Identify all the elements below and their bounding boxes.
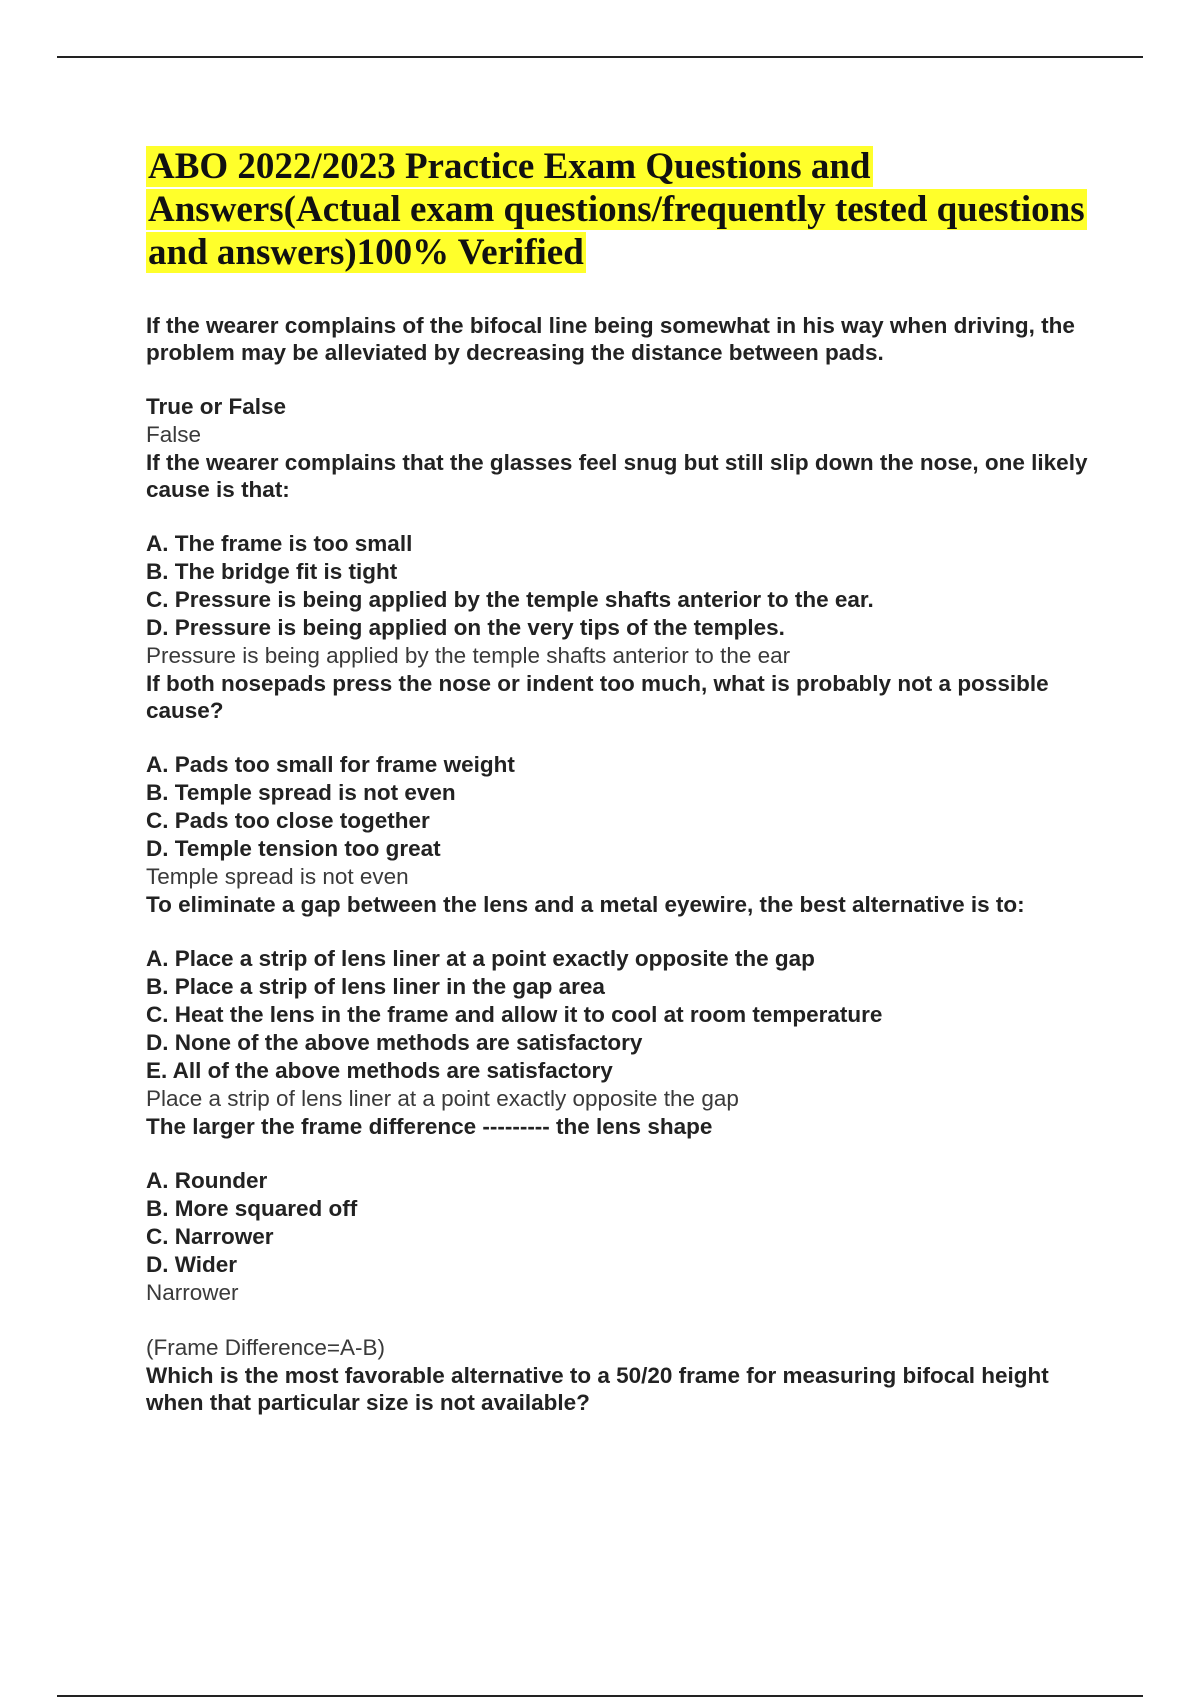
- option-a: A. The frame is too small: [146, 531, 413, 556]
- answer-2: Pressure is being applied by the temple shafts anterior to the ear: [146, 643, 791, 668]
- option-a: A. Pads too small for frame weight: [146, 752, 515, 777]
- option-d: D. Wider: [146, 1252, 238, 1277]
- answer-1: False: [146, 422, 202, 447]
- answer-3: Temple spread is not even: [146, 864, 409, 889]
- option-c: C. Narrower: [146, 1224, 274, 1249]
- question-1: If the wearer complains of the bifocal line being somewhat in his way when driving, the problem may be alleviated by decreasing the distance between pads.: [146, 313, 1075, 365]
- bottom-rule: [57, 1695, 1143, 1697]
- option-a: A. Place a strip of lens liner at a point exactly opposite the gap: [146, 946, 815, 971]
- option-b: B. The bridge fit is tight: [146, 559, 398, 584]
- option-b: B. More squared off: [146, 1196, 358, 1221]
- option-e: E. All of the above methods are satisfactory: [146, 1058, 613, 1083]
- question-2-options: [146, 530, 1106, 642]
- question-2: If the wearer complains that the glasses feel snug but still slip down the nose, one likely cause is that:: [146, 450, 1088, 502]
- spacer: [146, 1307, 1106, 1334]
- document-body: [146, 145, 1106, 1416]
- document-title: [146, 145, 1106, 274]
- question-4: To eliminate a gap between the lens and a metal eyewire, the best alternative is to:: [146, 892, 1025, 917]
- option-c: C. Pressure is being applied by the temple shafts anterior to the ear.: [146, 587, 874, 612]
- option-c: C. Heat the lens in the frame and allow it to cool at room temperature: [146, 1002, 883, 1027]
- option-d: D. None of the above methods are satisfactory: [146, 1030, 643, 1055]
- question-1-options: [146, 393, 1106, 421]
- question-3: If both nosepads press the nose or indent too much, what is probably not a possible cause?: [146, 671, 1049, 723]
- top-rule: [57, 56, 1143, 58]
- answer-4: Place a strip of lens liner at a point exactly opposite the gap: [146, 1086, 739, 1111]
- option-a: A. Rounder: [146, 1168, 268, 1193]
- option-d: D. Pressure is being applied on the very tips of the temples.: [146, 615, 785, 640]
- option-c: C. Pads too close together: [146, 808, 430, 833]
- option-b: B. Temple spread is not even: [146, 780, 456, 805]
- question-4-options: [146, 945, 1106, 1085]
- question-5-options: [146, 1167, 1106, 1279]
- option-b: B. Place a strip of lens liner in the gap area: [146, 974, 605, 999]
- title-highlight: ABO 2022/2023 Practice Exam Questions and Answers(Actual exam questions/frequently tested questions and answers)100% Verified: [148, 146, 1085, 273]
- answer-5: Narrower: [146, 1280, 239, 1305]
- question-5: The larger the frame difference --------- the lens shape: [146, 1114, 713, 1139]
- option-d: D. Temple tension too great: [146, 836, 441, 861]
- answer-5-note: (Frame Difference=A-B): [146, 1335, 386, 1360]
- option-true-false: True or False: [146, 394, 287, 419]
- question-3-options: [146, 751, 1106, 863]
- question-6: Which is the most favorable alternative to a 50/20 frame for measuring bifocal height when that particular size is not available?: [146, 1363, 1049, 1415]
